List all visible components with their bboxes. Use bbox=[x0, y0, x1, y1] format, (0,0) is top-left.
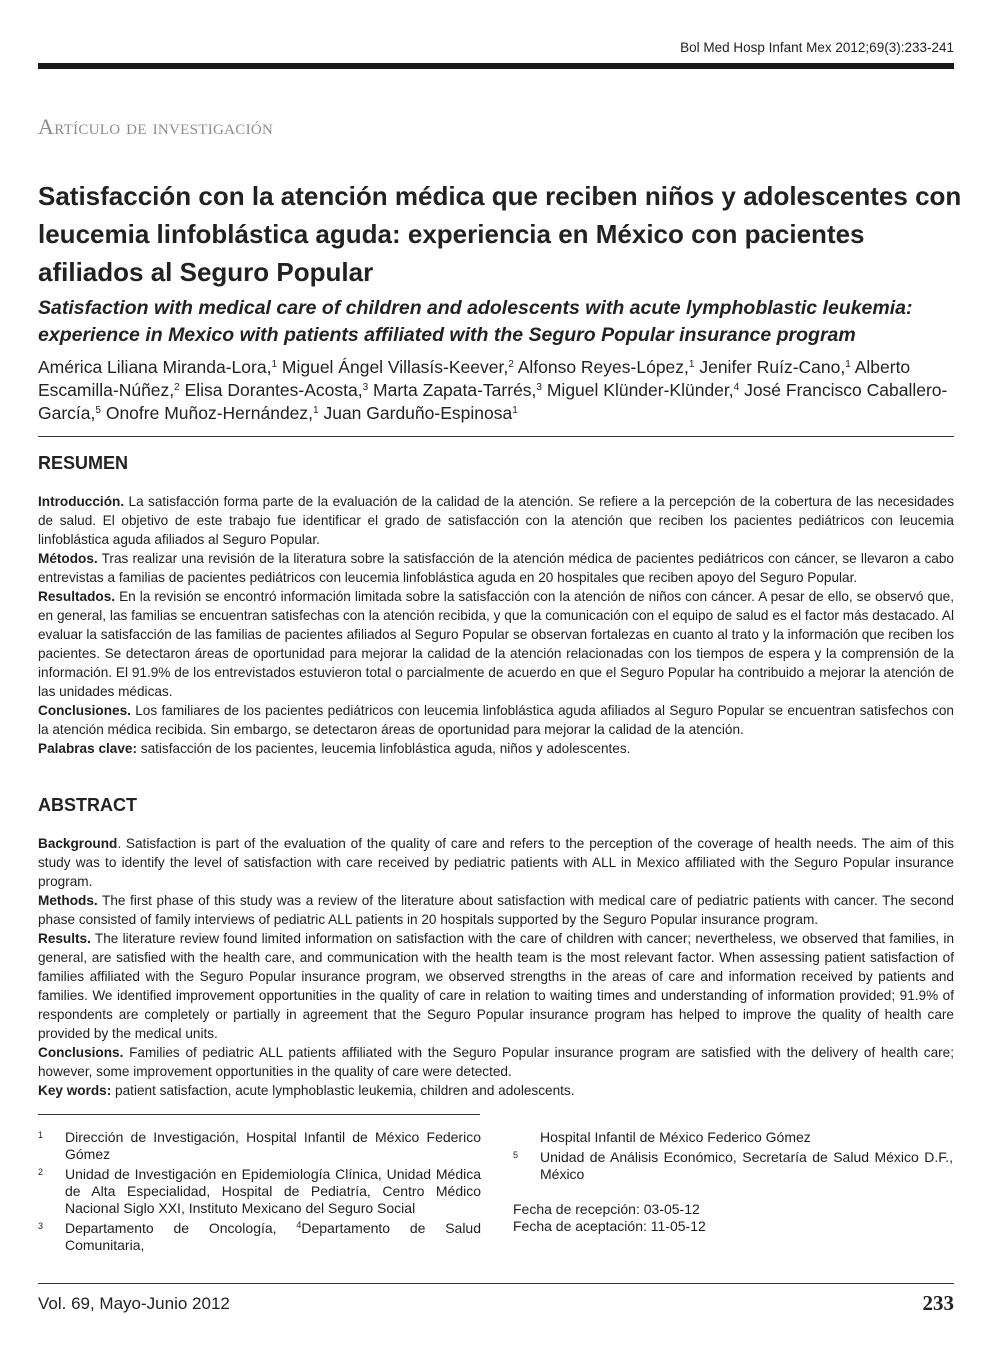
footnote-4-continuation: Hospital Infantil de México Federico Gómez bbox=[540, 1129, 811, 1145]
resumen-paragraph bbox=[38, 701, 954, 739]
abstract-paragraph bbox=[38, 1043, 954, 1081]
author-divider bbox=[38, 436, 954, 437]
paragraph-label: Métodos. bbox=[38, 551, 98, 566]
author-affiliation: 1 bbox=[845, 359, 851, 370]
paragraph-label: Background bbox=[38, 836, 118, 851]
author-name: Miguel Ángel Villasís-Keever, bbox=[281, 357, 509, 377]
header-rule bbox=[38, 63, 954, 69]
resumen-paragraph bbox=[38, 549, 954, 587]
paragraph-label: Results. bbox=[38, 931, 91, 946]
author-name: Miguel Klünder-Klünder, bbox=[546, 380, 734, 400]
footnote-3 bbox=[38, 1220, 481, 1254]
paragraph-text: Tras realizar una revisión de la literatura sobre la satisfacción de la atención médica de pacientes pediátricos con cáncer, se llevaron a cabo entrevistas a familias de pacientes pediátricos con leucemia linfoblástica aguda en 20 hospitales que reciben apoyo del Seguro Popular. bbox=[38, 551, 954, 585]
author-name: Alberto Escamilla-Núñez, bbox=[38, 357, 911, 400]
paragraph-text: The first phase of this study was a review of the literature about satisfaction with medical care of pediatric patients with cancer. The second phase consisted of family interviews of pediatric ALL patients in 20 hospitals supported by the Seguro Popular insurance program. bbox=[38, 893, 954, 927]
paragraph-text: satisfacción de los pacientes, leucemia linfoblástica aguda, niños y adolescentes. bbox=[137, 741, 631, 756]
abstract-heading: ABSTRACT bbox=[38, 795, 137, 815]
author-name: Elisa Dorantes-Acosta, bbox=[184, 380, 363, 400]
author-name: Juan Garduño-Espinosa bbox=[323, 403, 513, 423]
paragraph-text: Los familiares de los pacientes pediátricos con leucemia linfoblástica aguda afiliados al Seguro Popular se encuentran satisfechos con la atención médica recibida. Sin embargo, se detectaron áreas de oportunidad para mejorar la calidad de la atención. bbox=[38, 703, 954, 737]
article-dates bbox=[513, 1201, 953, 1235]
abstract-paragraph bbox=[38, 834, 954, 891]
abstract-body bbox=[38, 834, 954, 1100]
article-title-spanish: Satisfacción con la atención médica que reciben niños y adolescentes con leucemia linfoblástica aguda: experiencia en México con pacientes afiliados al Seguro Popular bbox=[38, 181, 962, 287]
footnote-text: Unidad de Investigación en Epidemiología Clínica, Unidad Médica de Alta Especialidad, Hospital de Pediatría, Centro Médico Nacional Siglo XXI, Instituto Mexicano del Seguro Social bbox=[65, 1166, 481, 1216]
received-date: Fecha de recepción: 03-05-12 bbox=[513, 1201, 700, 1217]
resumen-body bbox=[38, 492, 954, 758]
abstract-paragraph bbox=[38, 1081, 954, 1100]
footnote-text: Departamento de Oncología, bbox=[65, 1220, 297, 1236]
author-name: Alfonso Reyes-López, bbox=[517, 357, 689, 377]
paragraph-label: Palabras clave: bbox=[38, 741, 137, 756]
paragraph-label: Introducción. bbox=[38, 494, 125, 509]
paragraph-label: Conclusions. bbox=[38, 1045, 124, 1060]
author-affiliation: 3 bbox=[536, 382, 542, 393]
paragraph-text: Families of pediatric ALL patients affiliated with the Seguro Popular insurance program are satisfied with the delivery of health care; however, some improvement opportunities in the quality of care were detected. bbox=[38, 1045, 954, 1079]
resumen-paragraph bbox=[38, 587, 954, 701]
footnote-number: 3 bbox=[38, 1221, 44, 1231]
paragraph-text: . Satisfaction is part of the evaluation of the quality of care and refers to the perception of the coverage of health needs. The aim of this study was to identify the level of satisfaction with care received by pediatric patients with ALL in Mexico affiliated with the Seguro Popular insurance program. bbox=[38, 836, 954, 889]
resumen-paragraph bbox=[38, 492, 954, 549]
paragraph-text: patient satisfaction, acute lymphoblastic leukemia, children and adolescents. bbox=[111, 1083, 575, 1098]
footnote-text: Dirección de Investigación, Hospital Infantil de México Federico Gómez bbox=[65, 1129, 481, 1162]
abstract-paragraph bbox=[38, 891, 954, 929]
author-affiliation: 3 bbox=[362, 382, 369, 393]
author-name: Jenifer Ruíz-Cano, bbox=[699, 357, 846, 377]
paragraph-label: Methods. bbox=[38, 893, 98, 908]
paragraph-label: Conclusiones. bbox=[38, 703, 131, 718]
resumen-heading: RESUMEN bbox=[38, 453, 129, 473]
author-name: José Francisco Caballero-García, bbox=[38, 380, 948, 423]
section-label: Artículo de investigación bbox=[38, 114, 274, 139]
author-list bbox=[38, 356, 968, 425]
footnote-number: 5 bbox=[513, 1150, 519, 1160]
accepted-date: Fecha de aceptación: 11-05-12 bbox=[513, 1218, 706, 1234]
footnote-number: 1 bbox=[38, 1130, 44, 1140]
paragraph-text: En la revisión se encontró información limitada sobre la satisfacción con la atención de niños con cáncer. A pesar de ello, se observó que, en general, las familias se encuentran satisfechas con la atención recibida, y que la comunicación con el equipo de salud es el factor más destacado. Al evaluar la satisfacción de las familias de pacientes afiliados al Seguro Popular se observan fortalezas en cuanto al trato y la información que reciben los pacientes. Se detectaron áreas de oportunidad para mejorar la calidad de la atención relacionadas con los tiempos de espera y la comprensión de la información. El 91.9% de los entrevistados estuvieron total o parcialmente de acuerdo en que el Seguro Popular ha contribuido a mejorar la atención de las unidades médicas. bbox=[38, 589, 954, 699]
footnote-text: Unidad de Análisis Económico, Secretaría de Salud México D.F., México bbox=[540, 1149, 953, 1182]
footnotes-left-column bbox=[38, 1129, 481, 1257]
resumen-paragraph bbox=[38, 739, 954, 758]
paragraph-text: La satisfacción forma parte de la evaluación de la calidad de la atención. Se refiere a la percepción de la cobertura de las necesidades de salud. El objetivo de este trabajo fue identificar el grado de satisfacción con la atención que reciben los pacientes pediátricos con leucemia linfoblástica aguda afiliados al Seguro Popular. bbox=[38, 494, 954, 547]
footnote-text: Departamento de Salud Comunitaria, bbox=[65, 1220, 482, 1253]
footnote-5 bbox=[513, 1149, 953, 1183]
author-affiliation: 1 bbox=[512, 405, 518, 416]
author-name: Onofre Muñoz-Hernández, bbox=[105, 403, 314, 423]
footer-rule bbox=[38, 1283, 954, 1284]
author-affiliation: 2 bbox=[508, 359, 514, 370]
footer-volume: Vol. 69, Mayo-Junio 2012 bbox=[38, 1294, 230, 1313]
author-affiliation: 5 bbox=[95, 405, 101, 416]
abstract-paragraph bbox=[38, 929, 954, 1043]
author-affiliation: 1 bbox=[271, 359, 278, 370]
footnote-number: 4 bbox=[296, 1220, 302, 1230]
running-header: Bol Med Hosp Infant Mex 2012;69(3):233-241 bbox=[680, 40, 954, 55]
paragraph-label: Key words: bbox=[38, 1083, 112, 1098]
author-name: América Liliana Miranda-Lora, bbox=[38, 357, 272, 377]
footnotes-right-column bbox=[513, 1129, 953, 1235]
footnote-2 bbox=[38, 1166, 481, 1217]
author-affiliation: 4 bbox=[733, 382, 740, 393]
page-number: 233 bbox=[922, 1291, 954, 1315]
author-name: Marta Zapata-Tarrés, bbox=[373, 380, 537, 400]
author-affiliation: 1 bbox=[313, 405, 319, 416]
article-title-english: Satisfaction with medical care of children and adolescents with acute lymphoblastic leukemia: experience in Mexico with patients affiliated with the Seguro Popular insurance program bbox=[38, 297, 913, 346]
author-affiliation: 1 bbox=[688, 359, 695, 370]
paragraph-text: The literature review found limited information on satisfaction with the care of children with cancer; nevertheless, we observed that families, in general, are satisfied with the health care, and communication with the health team is the most relevant factor. When assessing patient satisfaction of families affiliated with the Seguro Popular insurance program, we observed strengths in the areas of care and information received by patients and families. We identified improvement opportunities in the quality of care in relation to waiting times and understanding of information provided; 91.9% of respondents are completely or partially in agreement that the Seguro Popular insurance program has helped to improve the quality of health care provided by the medical units. bbox=[38, 931, 954, 1041]
paragraph-label: Resultados. bbox=[38, 589, 116, 604]
footnote-number: 2 bbox=[38, 1167, 44, 1177]
footnote-1 bbox=[38, 1129, 481, 1163]
footnote-divider bbox=[38, 1114, 480, 1115]
author-affiliation: 2 bbox=[174, 382, 180, 393]
